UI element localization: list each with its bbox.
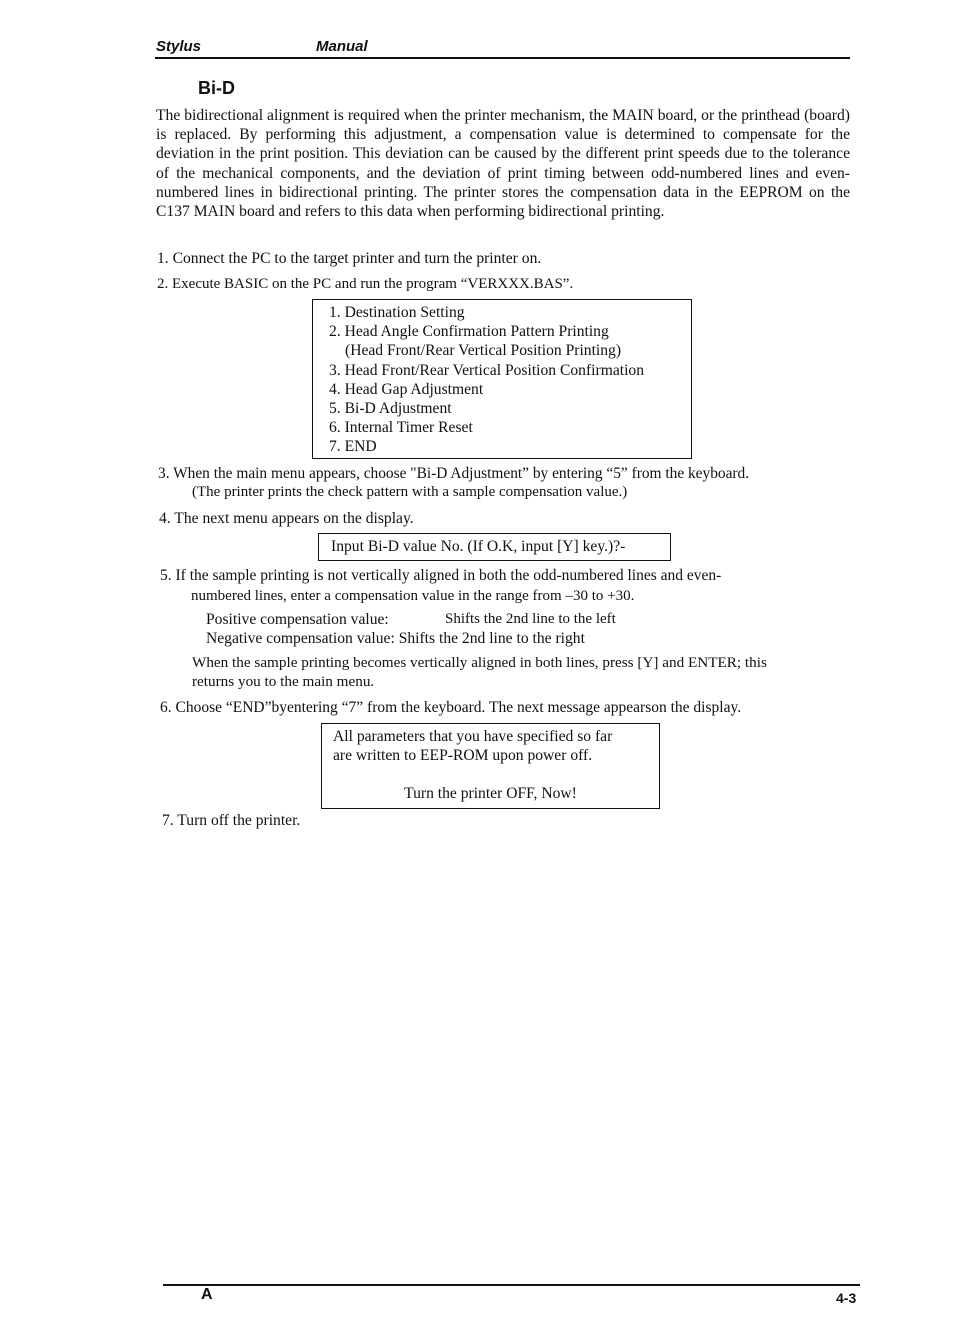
step-5-note-line-2: returns you to the main menu. [192, 673, 375, 690]
step-3-note: (The printer prints the check pattern with a sample compensation value.) [192, 484, 628, 500]
positive-value-label: Positive compensation value: [206, 611, 389, 628]
header-document-type: Manual [316, 38, 368, 55]
menu-item-head-gap: 4. Head Gap Adjustment [329, 380, 484, 398]
negative-value-line: Negative compensation value: Shifts the 2nd line to the right [206, 630, 585, 647]
step-6: 6. Choose “END”byentering “7” from the keyboard. The next message appearson the display. [160, 699, 742, 716]
message-line-3: Turn the printer OFF, Now! [404, 785, 577, 803]
positive-value-description: Shifts the 2nd line to the left [445, 611, 616, 627]
step-4: 4. The next menu appears on the display. [159, 510, 414, 527]
input-prompt-box: Input Bi-D value No. (If O.K, input [Y] key.)?- [318, 533, 671, 561]
step-5-note-line-1: When the sample printing becomes vertically aligned in both lines, press [Y] and ENTER; this [192, 654, 767, 671]
footer-revision: A [201, 1286, 213, 1303]
page-number: 4-3 [836, 1290, 857, 1306]
menu-item-end: 7. END [329, 438, 377, 456]
message-line-1: All parameters that you have specified so far [333, 728, 613, 745]
step-7: 7. Turn off the printer. [162, 812, 301, 829]
section-title: Bi-D [198, 78, 235, 98]
header-product-name: Stylus [156, 38, 202, 55]
step-1: 1. Connect the PC to the target printer and turn the printer on. [157, 250, 542, 267]
menu-item-vertical-confirmation: 3. Head Front/Rear Vertical Position Confirmation [329, 361, 645, 379]
menu-item-bi-d: 5. Bi-D Adjustment [329, 400, 452, 418]
header-rule [155, 57, 850, 59]
menu-item-destination-setting: 1. Destination Setting [329, 304, 465, 321]
intro-paragraph: The bidirectional alignment is required when the printer mechanism, the MAIN board, or the printhead (board) is replaced. By performing this adjustment, a compensation value is determined to compensate for the deviation in the print position. This deviation can be caused by the different print speeds due to the tolerance of the mechanical components, and the deviation of print timing between odd-numbered lines and even-numbered lines in bidirectional printing. The printer stores the compensation data in the EEPROM on the C137 MAIN board and refers to this data when performing bidirectional printing. [156, 107, 850, 221]
step-3: 3. When the main menu appears, choose "Bi-D Adjustment” by entering “5” from the keyboard. [158, 465, 750, 482]
main-menu-box [312, 299, 692, 459]
menu-item-timer-reset: 6. Internal Timer Reset [329, 419, 473, 437]
message-line-2: are written to EEP-ROM upon power off. [333, 747, 593, 765]
step-5-line-1: 5. If the sample printing is not vertically aligned in both the odd-numbered lines and even- [160, 567, 722, 584]
footer-rule [163, 1284, 860, 1286]
step-2: 2. Execute BASIC on the PC and run the program “VERXXX.BAS”. [157, 276, 574, 292]
step-5-line-2: numbered lines, enter a compensation value in the range from –30 to +30. [191, 588, 635, 604]
power-off-message-box [321, 723, 660, 809]
menu-item-head-angle-subtitle: (Head Front/Rear Vertical Position Printing) [345, 342, 622, 360]
menu-item-head-angle-pattern: 2. Head Angle Confirmation Pattern Printing [329, 323, 609, 341]
